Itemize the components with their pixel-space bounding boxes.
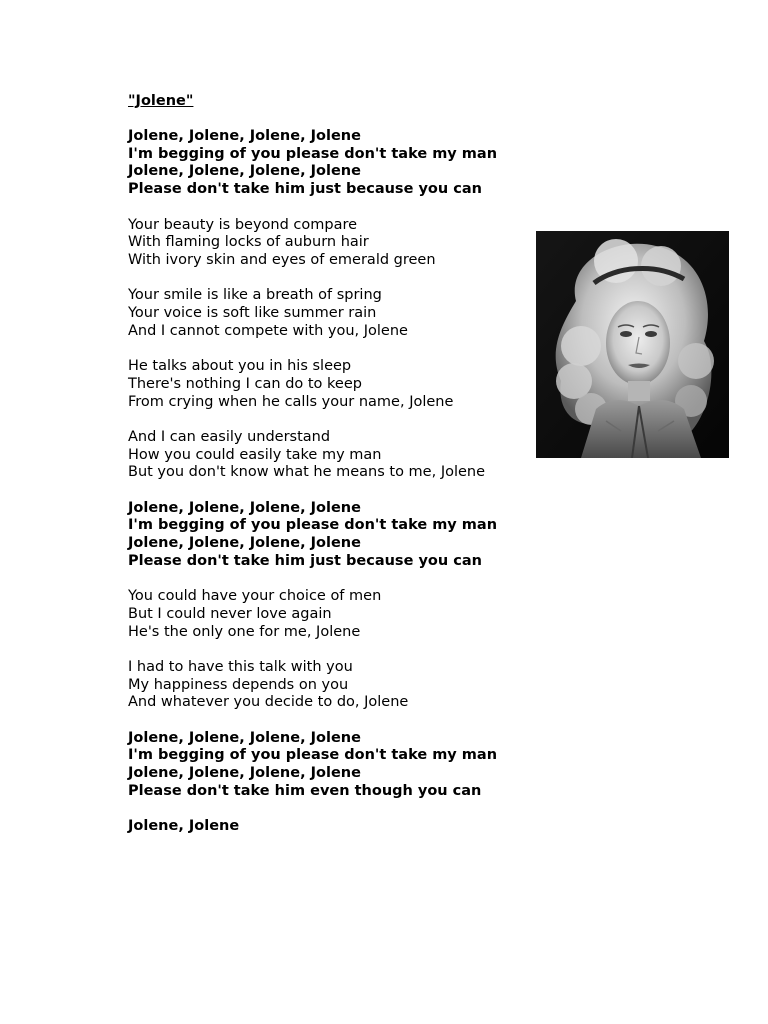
lyric-line: Jolene, Jolene, Jolene, Jolene bbox=[128, 535, 361, 552]
lyric-line: Jolene, Jolene, Jolene, Jolene bbox=[128, 499, 361, 516]
verse-stanza bbox=[128, 588, 548, 641]
lyric-line: Please don't take him even though you can bbox=[128, 782, 482, 799]
lyric-line: Jolene, Jolene bbox=[128, 818, 240, 835]
portrait-illustration bbox=[536, 231, 729, 458]
verse-stanza bbox=[128, 358, 548, 411]
lyric-line: Jolene, Jolene, Jolene, Jolene bbox=[128, 765, 361, 782]
lyric-line: You could have your choice of men bbox=[128, 588, 382, 605]
lyrics-body bbox=[128, 128, 548, 854]
lyric-line: But you don't know what he means to me, Jolene bbox=[128, 464, 486, 481]
singer-portrait-image bbox=[536, 231, 729, 458]
lyric-line: Jolene, Jolene, Jolene, Jolene bbox=[128, 128, 361, 144]
lyric-line: I'm begging of you please don't take my man bbox=[128, 747, 498, 764]
lyric-line: There's nothing I can do to keep bbox=[128, 375, 362, 392]
lyric-line: Jolene, Jolene, Jolene, Jolene bbox=[128, 729, 361, 746]
lyric-line: He talks about you in his sleep bbox=[128, 358, 352, 375]
lyric-line: How you could easily take my man bbox=[128, 446, 382, 463]
chorus-stanza bbox=[128, 128, 548, 199]
song-title: "Jolene" bbox=[128, 93, 194, 109]
lyric-line: I'm begging of you please don't take my man bbox=[128, 517, 498, 534]
verse-stanza bbox=[128, 217, 548, 270]
lyric-line: Jolene, Jolene, Jolene, Jolene bbox=[128, 163, 361, 180]
chorus-stanza bbox=[128, 730, 548, 801]
verse-stanza bbox=[128, 287, 548, 340]
lyric-line: With flaming locks of auburn hair bbox=[128, 234, 369, 251]
lyric-line: With ivory skin and eyes of emerald green bbox=[128, 251, 436, 268]
lyric-line: My happiness depends on you bbox=[128, 676, 349, 693]
lyric-line: Please don't take him just because you can bbox=[128, 181, 482, 198]
lyric-line: I had to have this talk with you bbox=[128, 658, 353, 675]
lyric-line: And I can easily understand bbox=[128, 428, 331, 445]
chorus-stanza bbox=[128, 818, 548, 836]
lyric-line: I'm begging of you please don't take my man bbox=[128, 145, 498, 162]
verse-stanza bbox=[128, 429, 548, 482]
lyric-line: And whatever you decide to do, Jolene bbox=[128, 694, 409, 711]
lyric-line: But I could never love again bbox=[128, 605, 332, 622]
lyric-line: He's the only one for me, Jolene bbox=[128, 623, 361, 640]
lyric-line: And I cannot compete with you, Jolene bbox=[128, 322, 408, 339]
lyric-line: Your voice is soft like summer rain bbox=[128, 305, 377, 321]
chorus-stanza bbox=[128, 500, 548, 571]
lyric-line: Your beauty is beyond compare bbox=[128, 216, 358, 233]
lyric-line: Your smile is like a breath of spring bbox=[128, 287, 382, 304]
verse-stanza bbox=[128, 659, 548, 712]
lyric-line: Please don't take him just because you can bbox=[128, 552, 482, 569]
lyric-line: From crying when he calls your name, Jolene bbox=[128, 393, 454, 410]
